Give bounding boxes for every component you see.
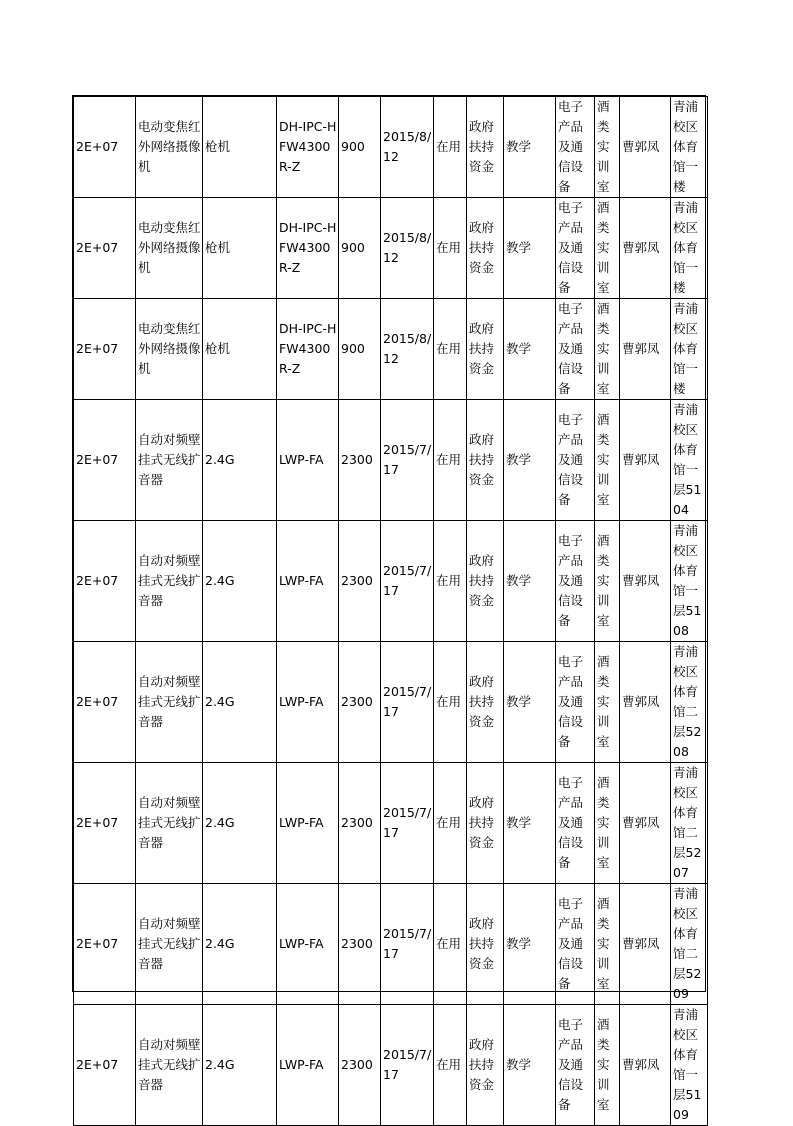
room-cell [595, 299, 620, 400]
status-cell [434, 299, 467, 400]
status-cell-text: 在用 [436, 573, 462, 588]
category-cell-text: 电子产品及通信设备 [558, 99, 584, 194]
room-cell [595, 642, 620, 763]
asset-type-cell [203, 1005, 277, 1126]
asset-name-cell [136, 1005, 203, 1126]
asset-name-cell-text: 自动对频壁挂式无线扩音器 [138, 916, 201, 971]
usage-cell [504, 97, 556, 198]
location-cell [671, 642, 708, 763]
category-cell-text: 电子产品及通信设备 [558, 301, 584, 396]
fund-source-cell [467, 642, 504, 763]
fund-source-cell-text: 政府扶持资金 [469, 1037, 495, 1092]
asset-code-cell [74, 97, 136, 198]
usage-cell [504, 642, 556, 763]
fund-source-cell-text: 政府扶持资金 [469, 916, 495, 971]
location-cell-text: 青浦校区体育馆二层5207 [673, 765, 702, 880]
room-cell [595, 400, 620, 521]
purchase-date-cell [381, 400, 434, 521]
asset-model-cell-text: DH-IPC-HFW4300R-Z [279, 321, 337, 376]
usage-cell-text: 教学 [506, 452, 532, 467]
asset-price-cell [339, 299, 381, 400]
room-cell-text: 酒类实训室 [597, 1017, 610, 1112]
asset-type-cell-text: 枪机 [205, 240, 231, 255]
asset-type-cell-text: 2.4G [205, 694, 235, 709]
asset-table-body [74, 97, 708, 1126]
asset-name-cell-text: 电动变焦红外网络摄像机 [138, 220, 201, 275]
asset-model-cell-text: LWP-FA [279, 452, 324, 467]
usage-cell-text: 教学 [506, 139, 532, 154]
table-row [74, 642, 708, 763]
location-cell-text: 青浦校区体育馆一楼 [673, 200, 699, 295]
category-cell [556, 521, 595, 642]
fund-source-cell-text: 政府扶持资金 [469, 119, 495, 174]
table-row [74, 299, 708, 400]
purchase-date-cell [381, 299, 434, 400]
status-cell [434, 97, 467, 198]
custodian-cell-text: 曹郭凤 [622, 452, 660, 467]
asset-name-cell [136, 521, 203, 642]
custodian-cell-text: 曹郭凤 [622, 341, 660, 356]
table-row [74, 198, 708, 299]
asset-name-cell [136, 763, 203, 884]
fund-source-cell [467, 400, 504, 521]
asset-code-cell-text: 2E+07 [76, 573, 119, 588]
asset-model-cell-text: DH-IPC-HFW4300R-Z [279, 119, 337, 174]
purchase-date-cell [381, 1005, 434, 1126]
purchase-date-cell-text: 2015/8/12 [383, 331, 432, 366]
usage-cell [504, 763, 556, 884]
category-cell-text: 电子产品及通信设备 [558, 1017, 584, 1112]
purchase-date-cell-text: 2015/7/17 [383, 442, 432, 477]
purchase-date-cell [381, 198, 434, 299]
status-cell-text: 在用 [436, 452, 462, 467]
asset-type-cell-text: 2.4G [205, 452, 235, 467]
asset-code-cell-text: 2E+07 [76, 452, 119, 467]
category-cell-text: 电子产品及通信设备 [558, 412, 584, 507]
category-cell [556, 400, 595, 521]
custodian-cell-text: 曹郭凤 [622, 694, 660, 709]
fund-source-cell [467, 884, 504, 1005]
asset-type-cell [203, 198, 277, 299]
asset-model-cell [277, 521, 339, 642]
location-cell-text: 青浦校区体育馆一楼 [673, 301, 699, 396]
purchase-date-cell-text: 2015/7/17 [383, 805, 432, 840]
asset-price-cell-text: 900 [341, 240, 365, 255]
custodian-cell [620, 884, 671, 1005]
asset-price-cell-text: 900 [341, 139, 365, 154]
category-cell [556, 642, 595, 763]
custodian-cell [620, 642, 671, 763]
usage-cell-text: 教学 [506, 573, 532, 588]
location-cell [671, 400, 708, 521]
category-cell [556, 763, 595, 884]
asset-code-cell [74, 884, 136, 1005]
asset-model-cell-text: LWP-FA [279, 936, 324, 951]
asset-model-cell [277, 763, 339, 884]
asset-type-cell-text: 2.4G [205, 815, 235, 830]
asset-name-cell-text: 自动对频壁挂式无线扩音器 [138, 432, 201, 487]
asset-type-cell [203, 884, 277, 1005]
location-cell-text: 青浦校区体育馆二层5208 [673, 644, 702, 759]
room-cell [595, 763, 620, 884]
purchase-date-cell-text: 2015/7/17 [383, 684, 432, 719]
fund-source-cell [467, 198, 504, 299]
fund-source-cell [467, 299, 504, 400]
asset-name-cell-text: 自动对频壁挂式无线扩音器 [138, 795, 201, 850]
asset-name-cell [136, 642, 203, 763]
asset-type-cell [203, 642, 277, 763]
asset-price-cell-text: 2300 [341, 936, 373, 951]
status-cell [434, 884, 467, 1005]
custodian-cell-text: 曹郭凤 [622, 936, 660, 951]
room-cell [595, 198, 620, 299]
category-cell [556, 97, 595, 198]
asset-price-cell [339, 97, 381, 198]
room-cell-text: 酒类实训室 [597, 200, 610, 295]
table-row [74, 521, 708, 642]
usage-cell-text: 教学 [506, 694, 532, 709]
usage-cell [504, 299, 556, 400]
asset-model-cell-text: LWP-FA [279, 1057, 324, 1072]
asset-price-cell-text: 2300 [341, 815, 373, 830]
asset-type-cell [203, 299, 277, 400]
asset-code-cell-text: 2E+07 [76, 936, 119, 951]
asset-model-cell-text: DH-IPC-HFW4300R-Z [279, 220, 337, 275]
asset-code-cell-text: 2E+07 [76, 1057, 119, 1072]
custodian-cell [620, 1005, 671, 1126]
asset-code-cell-text: 2E+07 [76, 341, 119, 356]
asset-name-cell [136, 299, 203, 400]
asset-name-cell [136, 400, 203, 521]
custodian-cell [620, 97, 671, 198]
asset-code-cell [74, 400, 136, 521]
usage-cell [504, 521, 556, 642]
asset-price-cell-text: 2300 [341, 452, 373, 467]
location-cell-text: 青浦校区体育馆一层5109 [673, 1007, 702, 1122]
usage-cell-text: 教学 [506, 341, 532, 356]
asset-code-cell [74, 198, 136, 299]
status-cell-text: 在用 [436, 240, 462, 255]
asset-type-cell-text: 枪机 [205, 139, 231, 154]
asset-price-cell [339, 1005, 381, 1126]
asset-model-cell [277, 97, 339, 198]
status-cell-text: 在用 [436, 1057, 462, 1072]
asset-model-cell [277, 299, 339, 400]
fund-source-cell-text: 政府扶持资金 [469, 321, 495, 376]
fund-source-cell [467, 763, 504, 884]
fund-source-cell-text: 政府扶持资金 [469, 795, 495, 850]
asset-name-cell-text: 自动对频壁挂式无线扩音器 [138, 1037, 201, 1092]
asset-type-cell-text: 2.4G [205, 936, 235, 951]
asset-model-cell-text: LWP-FA [279, 694, 324, 709]
location-cell-text: 青浦校区体育馆二层5209 [673, 886, 702, 1001]
table-row [74, 400, 708, 521]
custodian-cell-text: 曹郭凤 [622, 139, 660, 154]
usage-cell [504, 1005, 556, 1126]
asset-model-cell [277, 642, 339, 763]
asset-model-cell [277, 400, 339, 521]
category-cell-text: 电子产品及通信设备 [558, 896, 584, 991]
status-cell [434, 198, 467, 299]
table-row [74, 884, 708, 1005]
location-cell [671, 884, 708, 1005]
asset-type-cell [203, 400, 277, 521]
room-cell-text: 酒类实训室 [597, 896, 610, 991]
status-cell-text: 在用 [436, 341, 462, 356]
category-cell [556, 884, 595, 1005]
location-cell [671, 763, 708, 884]
fund-source-cell [467, 521, 504, 642]
usage-cell-text: 教学 [506, 240, 532, 255]
location-cell [671, 198, 708, 299]
category-cell-text: 电子产品及通信设备 [558, 533, 584, 628]
asset-price-cell-text: 2300 [341, 1057, 373, 1072]
purchase-date-cell [381, 97, 434, 198]
location-cell-text: 青浦校区体育馆一层5108 [673, 523, 702, 638]
fund-source-cell-text: 政府扶持资金 [469, 674, 495, 729]
purchase-date-cell [381, 642, 434, 763]
custodian-cell [620, 763, 671, 884]
asset-type-cell [203, 763, 277, 884]
location-cell [671, 299, 708, 400]
location-cell-text: 青浦校区体育馆一层5104 [673, 402, 702, 517]
asset-code-cell [74, 763, 136, 884]
category-cell [556, 1005, 595, 1126]
custodian-cell-text: 曹郭凤 [622, 1057, 660, 1072]
usage-cell [504, 884, 556, 1005]
asset-name-cell-text: 电动变焦红外网络摄像机 [138, 321, 201, 376]
custodian-cell [620, 400, 671, 521]
asset-code-cell-text: 2E+07 [76, 240, 119, 255]
room-cell-text: 酒类实训室 [597, 301, 610, 396]
status-cell-text: 在用 [436, 694, 462, 709]
usage-cell-text: 教学 [506, 815, 532, 830]
purchase-date-cell-text: 2015/7/17 [383, 563, 432, 598]
asset-type-cell-text: 2.4G [205, 1057, 235, 1072]
custodian-cell-text: 曹郭凤 [622, 573, 660, 588]
asset-code-cell [74, 521, 136, 642]
asset-price-cell [339, 884, 381, 1005]
fund-source-cell-text: 政府扶持资金 [469, 553, 495, 608]
asset-name-cell [136, 97, 203, 198]
status-cell-text: 在用 [436, 139, 462, 154]
table-row [74, 763, 708, 884]
room-cell [595, 521, 620, 642]
asset-code-cell [74, 1005, 136, 1126]
asset-table [73, 96, 708, 1126]
asset-price-cell [339, 521, 381, 642]
status-cell [434, 642, 467, 763]
category-cell [556, 198, 595, 299]
category-cell [556, 299, 595, 400]
usage-cell-text: 教学 [506, 1057, 532, 1072]
custodian-cell-text: 曹郭凤 [622, 240, 660, 255]
asset-price-cell [339, 763, 381, 884]
usage-cell-text: 教学 [506, 936, 532, 951]
room-cell-text: 酒类实训室 [597, 654, 610, 749]
asset-name-cell-text: 自动对频壁挂式无线扩音器 [138, 674, 201, 729]
room-cell [595, 884, 620, 1005]
status-cell [434, 763, 467, 884]
asset-type-cell-text: 2.4G [205, 573, 235, 588]
purchase-date-cell [381, 884, 434, 1005]
purchase-date-cell [381, 521, 434, 642]
asset-price-cell [339, 642, 381, 763]
asset-code-cell-text: 2E+07 [76, 815, 119, 830]
asset-code-cell [74, 299, 136, 400]
location-cell [671, 521, 708, 642]
room-cell-text: 酒类实训室 [597, 533, 610, 628]
asset-name-cell-text: 自动对频壁挂式无线扩音器 [138, 553, 201, 608]
asset-model-cell [277, 884, 339, 1005]
room-cell-text: 酒类实训室 [597, 99, 610, 194]
custodian-cell-text: 曹郭凤 [622, 815, 660, 830]
location-cell [671, 1005, 708, 1126]
purchase-date-cell-text: 2015/7/17 [383, 926, 432, 961]
asset-type-cell [203, 97, 277, 198]
asset-name-cell [136, 198, 203, 299]
asset-code-cell-text: 2E+07 [76, 694, 119, 709]
usage-cell [504, 198, 556, 299]
category-cell-text: 电子产品及通信设备 [558, 654, 584, 749]
purchase-date-cell-text: 2015/8/12 [383, 230, 432, 265]
asset-price-cell [339, 400, 381, 521]
asset-price-cell-text: 2300 [341, 694, 373, 709]
location-cell-text: 青浦校区体育馆一楼 [673, 99, 699, 194]
status-cell-text: 在用 [436, 815, 462, 830]
custodian-cell [620, 521, 671, 642]
status-cell [434, 1005, 467, 1126]
room-cell [595, 1005, 620, 1126]
category-cell-text: 电子产品及通信设备 [558, 775, 584, 870]
asset-model-cell-text: LWP-FA [279, 573, 324, 588]
purchase-date-cell-text: 2015/7/17 [383, 1047, 432, 1082]
asset-model-cell [277, 198, 339, 299]
category-cell-text: 电子产品及通信设备 [558, 200, 584, 295]
asset-name-cell-text: 电动变焦红外网络摄像机 [138, 119, 201, 174]
table-row [74, 1005, 708, 1126]
asset-model-cell-text: LWP-FA [279, 815, 324, 830]
status-cell [434, 400, 467, 521]
asset-name-cell [136, 884, 203, 1005]
fund-source-cell [467, 1005, 504, 1126]
asset-type-cell-text: 枪机 [205, 341, 231, 356]
asset-code-cell-text: 2E+07 [76, 139, 119, 154]
asset-price-cell [339, 198, 381, 299]
asset-price-cell-text: 900 [341, 341, 365, 356]
room-cell [595, 97, 620, 198]
asset-table-page [72, 95, 706, 1122]
asset-price-cell-text: 2300 [341, 573, 373, 588]
room-cell-text: 酒类实训室 [597, 412, 610, 507]
asset-model-cell [277, 1005, 339, 1126]
table-row [74, 97, 708, 198]
usage-cell [504, 400, 556, 521]
fund-source-cell-text: 政府扶持资金 [469, 220, 495, 275]
custodian-cell [620, 299, 671, 400]
status-cell-text: 在用 [436, 936, 462, 951]
fund-source-cell [467, 97, 504, 198]
purchase-date-cell-text: 2015/8/12 [383, 129, 432, 164]
location-cell [671, 97, 708, 198]
status-cell [434, 521, 467, 642]
asset-code-cell [74, 642, 136, 763]
purchase-date-cell [381, 763, 434, 884]
asset-type-cell [203, 521, 277, 642]
fund-source-cell-text: 政府扶持资金 [469, 432, 495, 487]
room-cell-text: 酒类实训室 [597, 775, 610, 870]
custodian-cell [620, 198, 671, 299]
